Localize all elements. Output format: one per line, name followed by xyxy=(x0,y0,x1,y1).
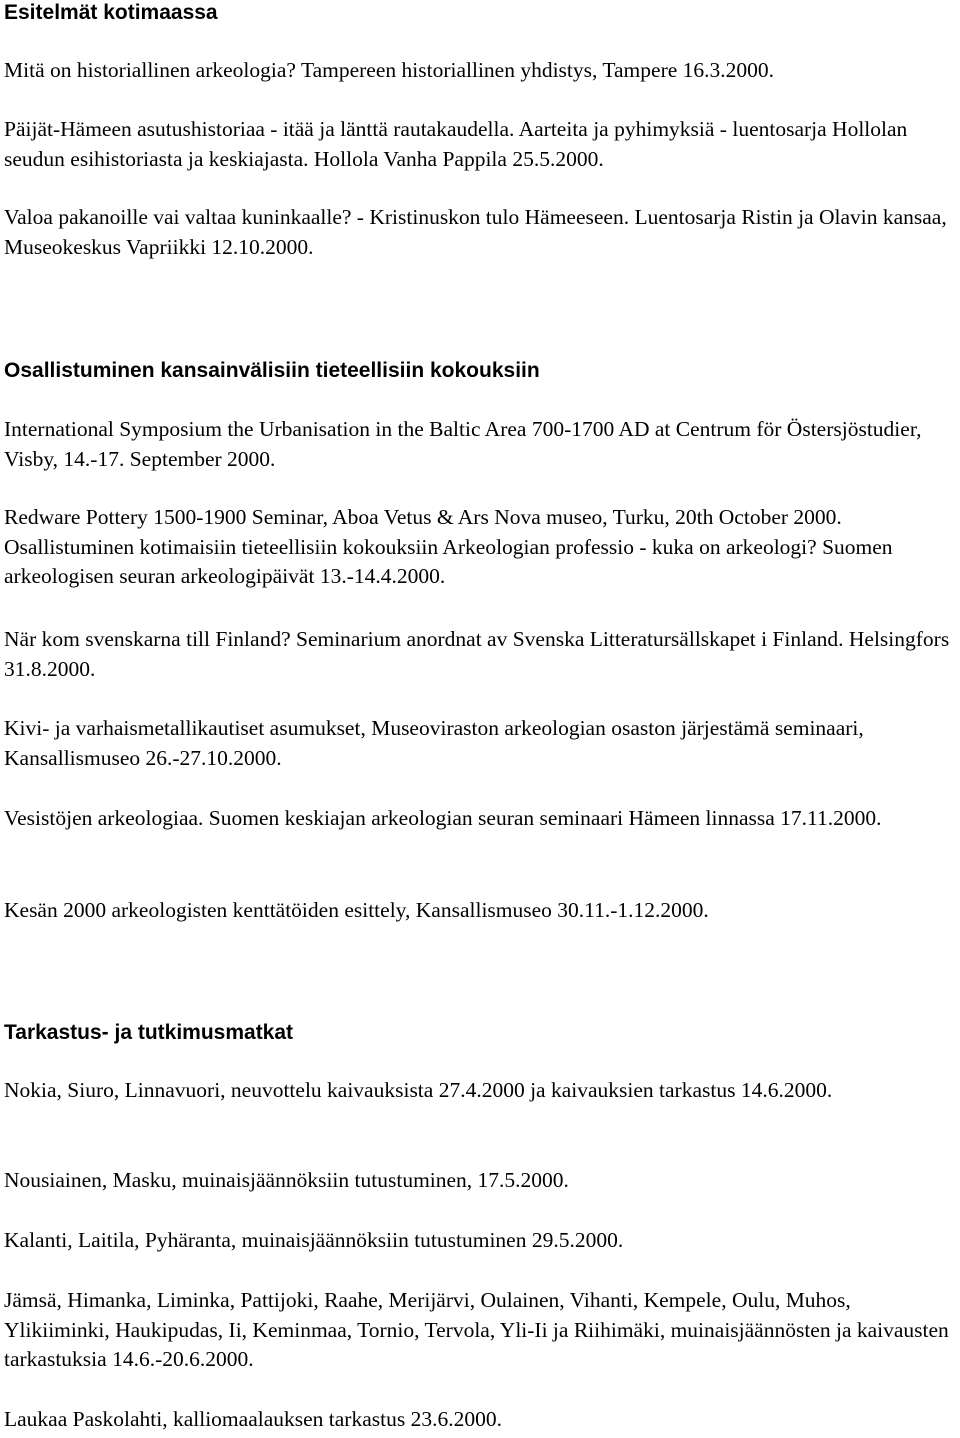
paragraph: International Symposium the Urbanisation in the Baltic Area 700-1700 AD at Centrum för Östersjöstudier, Visby, 14.-17. September 2000. xyxy=(4,417,922,471)
section-heading-esitelmat: Esitelmät kotimaassa xyxy=(4,1,218,24)
paragraph: Mitä on historiallinen arkeologia? Tampereen historiallinen yhdistys, Tampere 16.3.2000. xyxy=(4,58,775,82)
section-heading-tarkastus: Tarkastus- ja tutkimusmatkat xyxy=(4,1021,294,1044)
paragraph: Kesän 2000 arkeologisten kenttätöiden esittely, Kansallismuseo 30.11.-1.12.2000. xyxy=(4,898,709,922)
paragraph: Valoa pakanoille vai valtaa kuninkaalle? - Kristinuskon tulo Hämeeseen. Luentosarja Ristin ja Olavin kansaa, Museokeskus Vapriikki 12.10.2000. xyxy=(4,205,947,259)
paragraph: Nousiainen, Masku, muinaisjäännöksiin tutustuminen, 17.5.2000. xyxy=(4,1168,569,1192)
paragraph: Vesistöjen arkeologiaa. Suomen keskiajan arkeologian seuran seminaari Hämeen linnassa 17.11.2000. xyxy=(4,806,882,830)
paragraph: Jämsä, Himanka, Liminka, Pattijoki, Raahe, Merijärvi, Oulainen, Vihanti, Kempele, Oulu, Muhos, Ylikiiminki, Haukipudas, Ii, Keminmaa, Tornio, Tervola, Yli-Ii ja Riihimäki, muinaisjäännösten ja kaivausten tarkastuksia 14.6.-20.6.2000. xyxy=(4,1288,949,1371)
paragraph: Laukaa Paskolahti, kalliomaalauksen tarkastus 23.6.2000. xyxy=(4,1407,502,1431)
paragraph: Nokia, Siuro, Linnavuori, neuvottelu kaivauksista 27.4.2000 ja kaivauksien tarkastus 14.6.2000. xyxy=(4,1078,833,1102)
paragraph: När kom svenskarna till Finland? Seminarium anordnat av Svenska Litteratursällskapet i Finland. Helsingfors 31.8.2000. xyxy=(4,627,950,681)
paragraph: Redware Pottery 1500-1900 Seminar, Aboa Vetus & Ars Nova museo, Turku, 20th October 2000. Osallistuminen kotimaisiin tieteellisiin kokouksiin Arkeologian professio - kuka on arkeologi? Suomen arkeologisen seuran arkeologipäivät 13.-14.4.2000. xyxy=(4,505,893,588)
paragraph: Kivi- ja varhaismetallikautiset asumukset, Museoviraston arkeologian osaston järjestämä seminaari, Kansallismuseo 26.-27.10.2000. xyxy=(4,716,864,770)
section-heading-osallistuminen: Osallistuminen kansainvälisiin tieteellisiin kokouksiin xyxy=(4,359,540,382)
paragraph: Päijät-Hämeen asutushistoriaa - itää ja länttä rautakaudella. Aarteita ja pyhimyksiä - luentosarja Hollolan seudun esihistoriasta ja keskiajasta. Hollola Vanha Pappila 25.5.2000. xyxy=(4,117,908,171)
paragraph: Kalanti, Laitila, Pyhäranta, muinaisjäännöksiin tutustuminen 29.5.2000. xyxy=(4,1228,624,1252)
